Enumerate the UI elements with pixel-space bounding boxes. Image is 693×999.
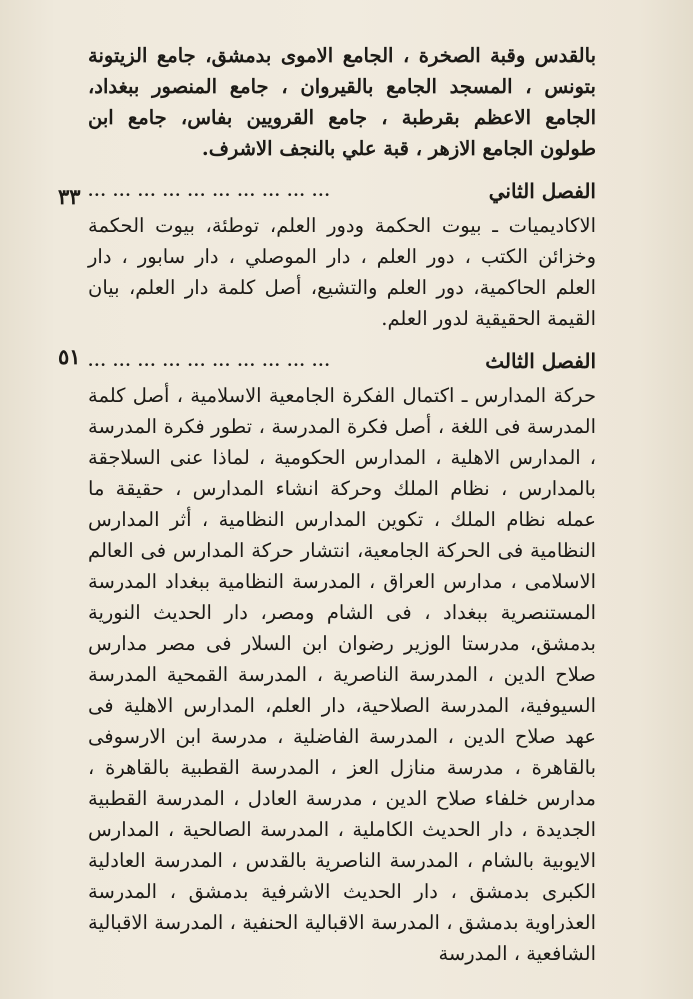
chapter-2-leader-dots: ... ... ... ... ... ... ... ... ... ...	[88, 182, 331, 200]
chapter-2-body: الاكاديميات ـ بيوت الحكمة ودور العلم، توطئة، بيوت الحكمة وخزائن الكتب ، دور العلم ، دار الموصلي ، دار سابور ، دار العلم الحاكمية، دور العلم والتشيع، أصل كلمة دار العلم، بيان القيمة الحقيقية لدور العلم.	[88, 214, 596, 330]
chapter-3-body: حركة المدارس ـ اكتمال الفكرة الجامعية الاسلامية ، أصل كلمة المدرسة فى اللغة ، أصل فكرة المدرسة ، تطور فكرة المدرسة ، المدارس الاهلية ، المدارس الحكومية ، لماذا عنى السلاجقة بالمدارس ، نظام الملك وحركة انشاء المدارس ، حقيقة ما عمله نظام الملك ، تكوين المدارس النظامية ، أثر المدارس النظامية فى الحركة الجامعية، انتشار حركة المدارس فى العالم الاسلامى ، مدارس العراق ، المدرسة النظامية ببغداد المدرسة المستنصرية ببغداد ، فى الشام ومصر، دار الحديث النورية بدمشق، مدرستا الوزير رضوان ابن السلار فى مصر مدارس صلاح الدين ، المدرسة الناصرية ، المدرسة القمحية المدرسة السيوفية، المدرسة الصلاحية، دار العلم، المدارس الاهلية فى عهد صلاح الدين ، المدرسة الفاضلية ، مدرسة ابن الارسوفى بالقاهرة ، مدرسة منازل العز ، المدرسة القطبية بالقاهرة ، مدارس خلفاء صلاح الدين ، مدرسة العادل ، المدرسة القطبية الجديدة ، دار الحديث الكاملية ، المدرسة الصالحية ، المدارس الايوبية بالشام ، المدرسة الناصرية بالقدس ، المدرسة العادلية الكبرى بدمشق ، دار الحديث الاشرفية بدمشق ، المدرسة العذراوية بدمشق ، المدرسة الاقبالية الحنفية ، المدرسة الاقبالية الشافعية ، المدرسة	[88, 384, 596, 965]
chapter-3-leader-dots: ... ... ... ... ... ... ... ... ... ...	[88, 352, 331, 370]
chapter-3-title: الفصل الثالث	[485, 349, 596, 373]
chapter-2-title: الفصل الثاني	[488, 179, 596, 203]
chapter-2-page-number: ٣٣	[58, 184, 81, 209]
chapter-3-heading	[88, 344, 596, 378]
intro-paragraph: بالقدس وقبة الصخرة ، الجامع الاموى بدمشق، جامع الزيتونة بتونس ، المسجد الجامع بالقيروان ، جامع المنصور ببغداد، الجامع الاعظم بقرطبة ، جامع القرويين بفاس، جامع ابن طولون الجامع الازهر ، قبة علي بالنجف الاشرف.	[88, 44, 596, 160]
chapter-3-page-number: ٥١	[58, 344, 81, 369]
table-of-contents	[88, 40, 596, 969]
chapter-2-heading	[88, 174, 596, 208]
